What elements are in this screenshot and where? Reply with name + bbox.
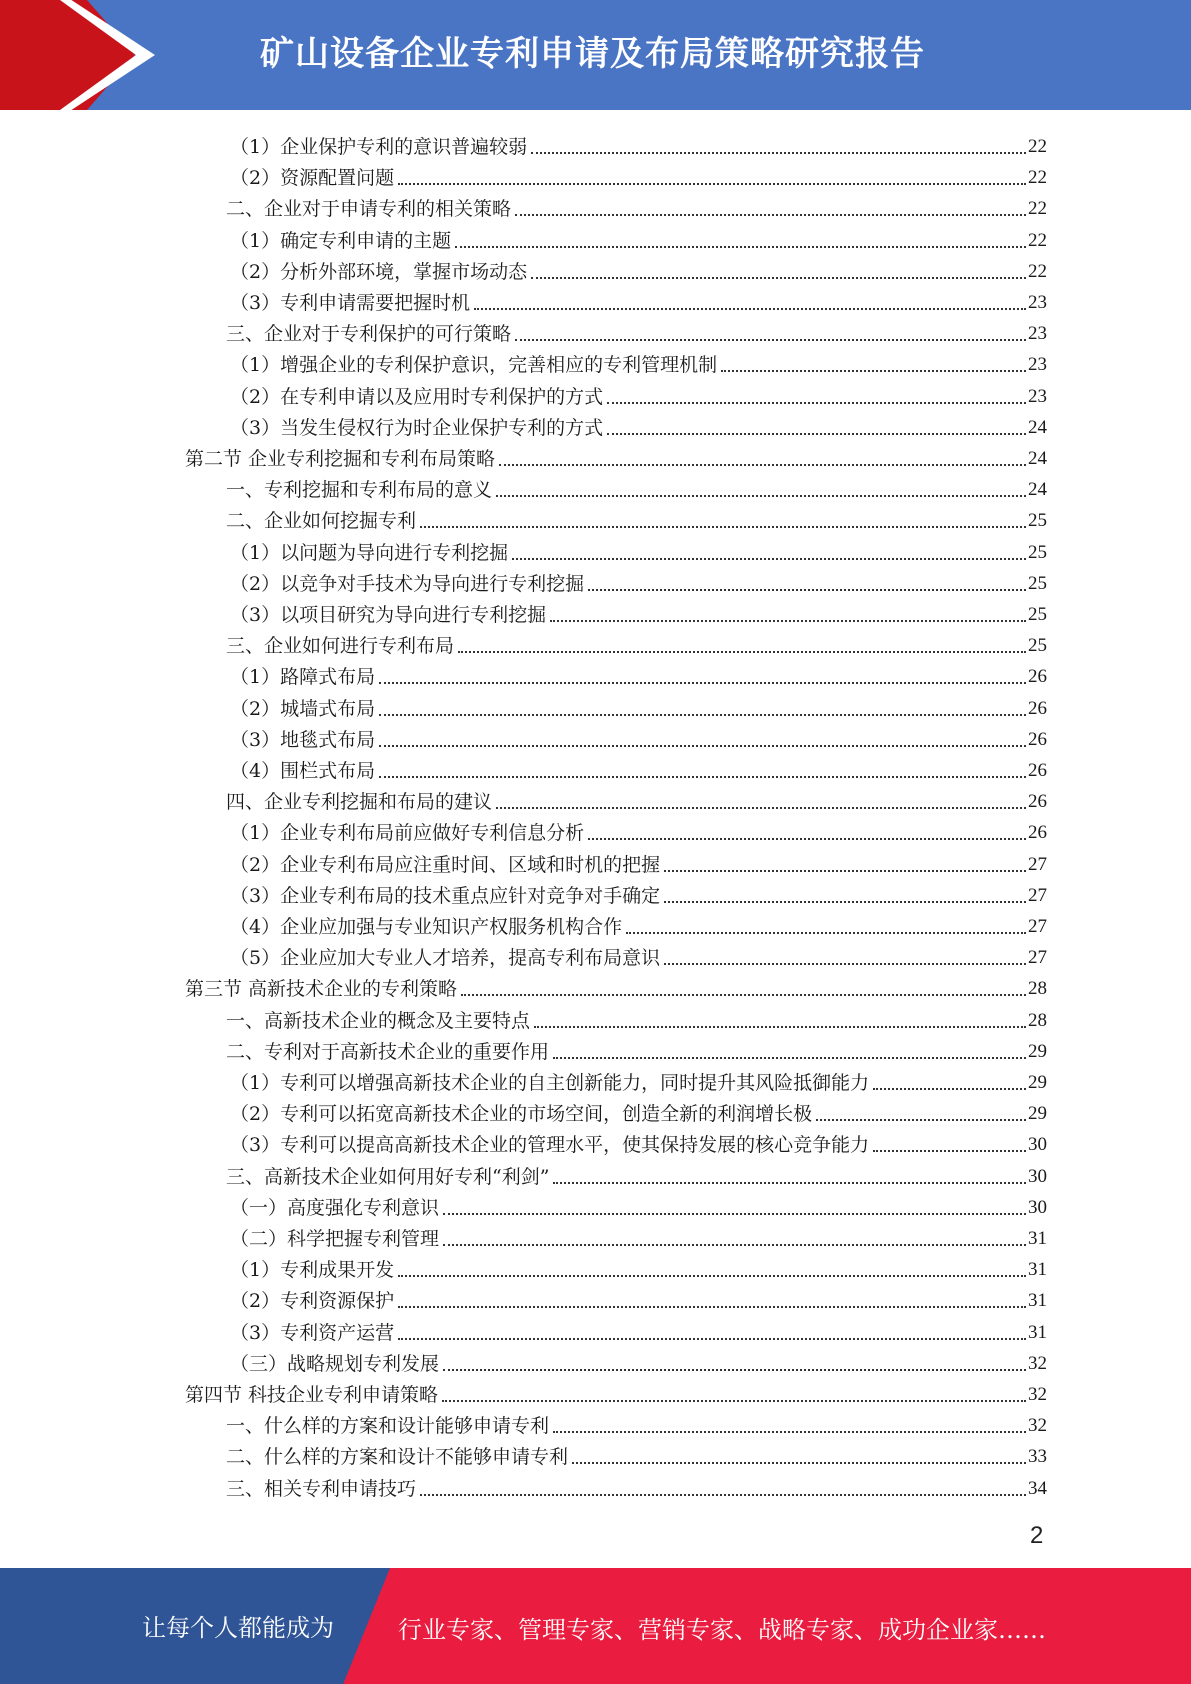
toc-dot-leader: [442, 1400, 1026, 1402]
toc-entry-label: （2）分析外部环境，掌握市场动态: [230, 260, 528, 283]
toc-dot-leader: [816, 1119, 1026, 1121]
toc-entry-label: （1）企业保护专利的意识普遍较弱: [230, 136, 528, 158]
toc-entry-page: 22: [1028, 167, 1047, 189]
toc-entry-page: 26: [1028, 822, 1047, 844]
toc-entry-page: 26: [1028, 666, 1047, 688]
toc-dot-leader: [455, 246, 1026, 248]
toc-dot-leader: [379, 776, 1026, 778]
toc-entry[interactable]: [230, 752, 1047, 782]
toc-entry-label: （三）战略规划专利发展: [230, 1352, 440, 1375]
toc-entry-page: 31: [1028, 1228, 1047, 1249]
toc-entry-label: （2）以竞争对手技术为导向进行专利挖掘: [230, 572, 585, 595]
toc-entry-label: （2）企业专利布局应注重时间、区域和时机的把握: [230, 853, 661, 876]
toc-entry-label: （3）专利资产运营: [230, 1321, 395, 1344]
toc-dot-leader: [626, 932, 1026, 934]
toc-entry-label: （3）以项目研究为导向进行专利挖掘: [230, 604, 547, 626]
toc-dot-leader: [443, 1369, 1026, 1371]
toc-dot-leader: [420, 1494, 1026, 1496]
toc-entry-page: 29: [1028, 1040, 1047, 1062]
toc-entry-page: 28: [1028, 978, 1047, 1000]
toc-entry-page: 23: [1028, 292, 1047, 313]
toc-dot-leader: [420, 526, 1026, 528]
toc-dot-leader: [553, 1182, 1026, 1184]
toc-dot-leader: [553, 1057, 1026, 1059]
toc-entry-label: （1）以问题为导向进行专利挖掘: [230, 541, 509, 564]
toc-dot-leader: [443, 1213, 1026, 1215]
toc-entry[interactable]: [230, 1220, 1047, 1250]
toc-entry-page: 28: [1028, 1009, 1047, 1031]
toc-entry[interactable]: [230, 1345, 1047, 1375]
footer-banner: [0, 1568, 1191, 1684]
toc-entry[interactable]: [185, 440, 1047, 470]
page-number: 2: [1030, 1522, 1044, 1549]
toc-entry-page: 29: [1028, 1103, 1047, 1125]
toc-entry-label: （3）地毯式布局: [230, 728, 376, 751]
toc-dot-leader: [664, 870, 1026, 872]
toc-entry-page: 24: [1028, 416, 1047, 438]
toc-dot-leader: [458, 651, 1026, 653]
toc-entry-label: （1）专利可以增强高新技术企业的自主创新能力，同时提升其风险抵御能力: [230, 1072, 870, 1094]
toc-entry[interactable]: [230, 690, 1047, 720]
toc-entry-page: 23: [1028, 354, 1047, 376]
toc-entry[interactable]: [226, 1407, 1047, 1437]
toc-entry-label: （1）路障式布局: [230, 666, 376, 689]
toc-entry-page: 26: [1028, 728, 1047, 750]
toc-dot-leader: [496, 807, 1026, 809]
toc-entry[interactable]: [226, 502, 1047, 532]
toc-entry[interactable]: [230, 565, 1047, 595]
toc-entry[interactable]: [230, 1189, 1047, 1219]
toc-entry-page: 25: [1028, 510, 1047, 532]
toc-entry[interactable]: [230, 1126, 1047, 1156]
toc-entry-page: 27: [1028, 853, 1047, 875]
toc-dot-leader: [531, 152, 1026, 154]
report-title: 矿山设备企业专利申请及布局策略研究报告: [260, 34, 925, 74]
toc-entry-page: 25: [1028, 572, 1047, 594]
toc-entry-page: 33: [1028, 1446, 1047, 1468]
toc-dot-leader: [379, 682, 1026, 684]
toc-entry-label: 三、相关专利申请技巧: [226, 1477, 417, 1500]
toc-dot-leader: [531, 277, 1026, 279]
toc-entry[interactable]: [230, 1251, 1047, 1281]
toc-entry-page: 26: [1028, 697, 1047, 719]
toc-entry-page: 31: [1028, 1321, 1047, 1343]
toc-dot-leader: [873, 1150, 1026, 1152]
toc-entry-label: 二、企业对于申请专利的相关策略: [226, 198, 512, 221]
toc-entry-label: （4）企业应加强与专业知识产权服务机构合作: [230, 916, 623, 938]
toc-entry-page: 22: [1028, 198, 1047, 220]
toc-entry[interactable]: [226, 627, 1047, 657]
toc-entry-label: （1）专利成果开发: [230, 1259, 395, 1282]
toc-entry-label: 第三节 高新技术企业的专利策略: [185, 978, 458, 1001]
toc-entry[interactable]: [230, 222, 1047, 252]
toc-dot-leader: [496, 495, 1026, 497]
toc-entry-page: 27: [1028, 947, 1047, 969]
toc-entry[interactable]: [230, 378, 1047, 408]
toc-entry-page: 30: [1028, 1165, 1047, 1187]
toc-entry-page: 26: [1028, 791, 1047, 813]
toc-entry-page: 27: [1028, 916, 1047, 937]
toc-entry[interactable]: [226, 315, 1047, 345]
toc-entry-label: （二）科学把握专利管理: [230, 1228, 440, 1250]
toc-entry[interactable]: [230, 253, 1047, 283]
toc-dot-leader: [461, 994, 1026, 996]
toc-entry-label: （1）企业专利布局前应做好专利信息分析: [230, 822, 585, 845]
toc-entry-page: 32: [1028, 1352, 1047, 1374]
toc-entry-label: （4）围栏式布局: [230, 760, 376, 782]
toc-dot-leader: [379, 714, 1026, 716]
toc-dot-leader: [474, 308, 1026, 310]
toc-entry-page: 32: [1028, 1384, 1047, 1405]
toc-entry-page: 31: [1028, 1259, 1047, 1281]
toc-entry[interactable]: [230, 1282, 1047, 1312]
toc-entry-label: 二、专利对于高新技术企业的重要作用: [226, 1040, 550, 1063]
toc-entry-label: 三、企业如何进行专利布局: [226, 635, 455, 658]
toc-entry-page: 30: [1028, 1134, 1047, 1156]
toc-entry-label: （3）专利申请需要把握时机: [230, 292, 471, 314]
toc-dot-leader: [398, 1338, 1026, 1340]
toc-dot-leader: [873, 1088, 1026, 1090]
toc-entry[interactable]: [230, 908, 1047, 938]
report-header-banner: [0, 0, 1191, 110]
toc-entry-page: 30: [1028, 1196, 1047, 1218]
toc-entry-page: 24: [1028, 479, 1047, 501]
toc-dot-leader: [664, 963, 1026, 965]
toc-entry-label: 二、企业如何挖掘专利: [226, 510, 417, 533]
toc-entry-label: 第二节 企业专利挖掘和专利布局策略: [185, 448, 496, 470]
toc-entry[interactable]: [230, 159, 1047, 189]
toc-entry-label: 一、高新技术企业的概念及主要特点: [226, 1009, 531, 1032]
toc-entry-label: 三、企业对于专利保护的可行策略: [226, 323, 512, 346]
toc-dot-leader: [515, 214, 1026, 216]
toc-dot-leader: [379, 745, 1026, 747]
toc-entry-page: 25: [1028, 604, 1047, 625]
toc-entry-label: （5）企业应加大专业人才培养，提高专利布局意识: [230, 947, 661, 970]
toc-entry-label: （3）专利可以提高高新技术企业的管理水平，使其保持发展的核心竞争能力: [230, 1134, 870, 1157]
toc-entry[interactable]: [226, 783, 1047, 813]
toc-entry-label: （2）专利可以拓宽高新技术企业的市场空间，创造全新的利润增长极: [230, 1103, 813, 1126]
toc-entry[interactable]: [230, 409, 1047, 439]
toc-entry[interactable]: [230, 658, 1047, 688]
toc-entry[interactable]: [230, 534, 1047, 564]
toc-dot-leader: [721, 370, 1026, 372]
toc-entry-page: 25: [1028, 541, 1047, 563]
footer-slogan-left: 让每个人都能成为: [142, 1614, 334, 1642]
toc-entry[interactable]: [226, 1470, 1047, 1500]
toc-entry[interactable]: [230, 1064, 1047, 1094]
toc-entry[interactable]: [230, 1095, 1047, 1125]
toc-entry-label: 一、什么样的方案和设计能够申请专利: [226, 1415, 550, 1438]
toc-entry-label: （3）企业专利布局的技术重点应针对竞争对手确定: [230, 884, 661, 907]
toc-dot-leader: [607, 433, 1026, 435]
toc-entry-label: （2）在专利申请以及应用时专利保护的方式: [230, 385, 604, 408]
toc-entry-page: 32: [1028, 1415, 1047, 1437]
toc-entry-page: 24: [1028, 448, 1047, 469]
toc-dot-leader: [512, 558, 1026, 560]
toc-entry-label: 三、高新技术企业如何用好专利“利剑”: [226, 1165, 550, 1188]
toc-dot-leader: [534, 1026, 1026, 1028]
toc-entry-label: 四、企业专利挖掘和布局的建议: [226, 791, 493, 814]
toc-entry[interactable]: [230, 846, 1047, 876]
toc-entry-label: 第四节 科技企业专利申请策略: [185, 1384, 439, 1406]
toc-entry-page: 27: [1028, 884, 1047, 906]
toc-entry-label: 一、专利挖掘和专利布局的意义: [226, 479, 493, 502]
toc-dot-leader: [607, 402, 1026, 404]
toc-entry[interactable]: [230, 721, 1047, 751]
toc-entry-label: （3）当发生侵权行为时企业保护专利的方式: [230, 416, 604, 439]
toc-entry-label: 二、什么样的方案和设计不能够申请专利: [226, 1446, 569, 1469]
toc-entry[interactable]: [230, 128, 1047, 158]
toc-entry-page: 29: [1028, 1072, 1047, 1093]
toc-dot-leader: [572, 1462, 1026, 1464]
toc-dot-leader: [553, 1431, 1026, 1433]
toc-dot-leader: [398, 1306, 1026, 1308]
toc-entry[interactable]: [226, 1158, 1047, 1188]
toc-dot-leader: [398, 1275, 1026, 1277]
toc-dot-leader: [398, 183, 1026, 185]
toc-entry-label: （2）专利资源保护: [230, 1290, 395, 1313]
toc-dot-leader: [443, 1244, 1026, 1246]
toc-entry[interactable]: [226, 1033, 1047, 1063]
toc-entry[interactable]: [226, 1002, 1047, 1032]
red-arrow-decoration: [0, 0, 150, 110]
toc-dot-leader: [664, 901, 1026, 903]
toc-entry-page: 26: [1028, 760, 1047, 781]
toc-entry[interactable]: [230, 939, 1047, 969]
toc-entry-page: 23: [1028, 385, 1047, 407]
toc-entry[interactable]: [185, 1376, 1047, 1406]
toc-entry-label: （2）资源配置问题: [230, 167, 395, 190]
toc-entry-label: （1）确定专利申请的主题: [230, 229, 452, 252]
toc-entry[interactable]: [230, 814, 1047, 844]
toc-dot-leader: [550, 620, 1026, 622]
toc-entry-page: 25: [1028, 635, 1047, 657]
toc-entry-page: 23: [1028, 323, 1047, 345]
toc-entry[interactable]: [230, 284, 1047, 314]
toc-entry[interactable]: [230, 346, 1047, 376]
toc-dot-leader: [588, 838, 1026, 840]
toc-dot-leader: [515, 339, 1026, 341]
toc-entry-page: 22: [1028, 136, 1047, 157]
toc-entry[interactable]: [226, 190, 1047, 220]
toc-entry-label: （1）增强企业的专利保护意识，完善相应的专利管理机制: [230, 354, 718, 377]
toc-entry[interactable]: [230, 1314, 1047, 1344]
toc-entry[interactable]: [230, 877, 1047, 907]
toc-entry[interactable]: [226, 1438, 1047, 1468]
footer-slogan-right: 行业专家、管理专家、营销专家、战略专家、成功企业家……: [398, 1616, 1046, 1644]
toc-dot-leader: [499, 464, 1026, 466]
toc-entry[interactable]: [185, 970, 1047, 1000]
toc-entry-page: 22: [1028, 229, 1047, 251]
toc-entry-page: 34: [1028, 1477, 1047, 1499]
toc-entry-label: （一）高度强化专利意识: [230, 1196, 440, 1219]
toc-entry[interactable]: [230, 596, 1047, 626]
toc-entry[interactable]: [226, 471, 1047, 501]
toc-dot-leader: [588, 589, 1026, 591]
toc-entry-page: 22: [1028, 260, 1047, 282]
toc-entry-page: 31: [1028, 1290, 1047, 1312]
toc-entry-label: （2）城墙式布局: [230, 697, 376, 720]
